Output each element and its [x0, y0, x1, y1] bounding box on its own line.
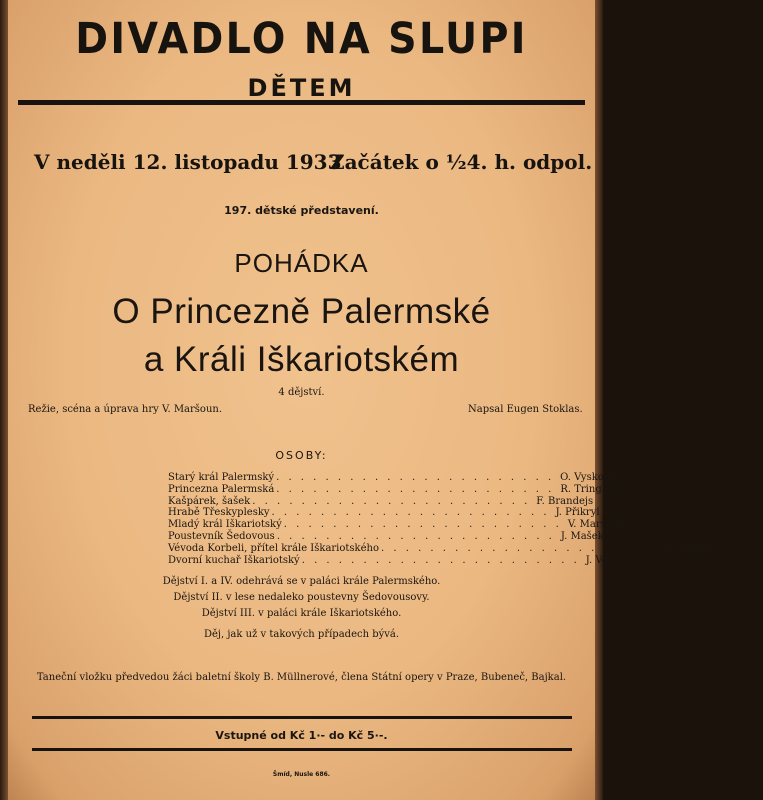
direction-credit: Režie, scéna a úprava hry V. Maršoun.	[28, 404, 223, 415]
cast-heading: OSOBY:	[275, 449, 328, 462]
leader-dots: . . . . . . . . . . . . . . . . . . . . . . .	[283, 519, 562, 531]
cast-role: Dvorní kuchař Iškariotský	[168, 554, 300, 566]
price-rule-top	[32, 716, 572, 719]
leader-dots: . . . . . . . . . . . . . . . . . . . . . . .	[381, 542, 660, 554]
cast-row	[168, 530, 604, 543]
performance-date: V neděli 12. listopadu 1933	[34, 150, 342, 174]
audience-subtitle: DĚTEM	[247, 74, 356, 102]
cast-row	[168, 554, 621, 567]
cast-actor: J. Přikryl	[555, 507, 600, 519]
cast-actor: V. Maršoun	[567, 519, 625, 531]
scene-note-3: Dějství III. v paláci krále Iškariotského.	[201, 608, 402, 619]
dance-note: Taneční vložku předvedou žáci baletní školy B. Müllnerové, člena Státní opery v Praze, Bubeneč, Bajkal.	[36, 672, 567, 683]
leader-dots: . . . . . . . . . . . . . . . . . . . . . . .	[276, 472, 555, 483]
cast-role: Princezna Palermská	[168, 483, 275, 495]
leader-dots: . . . . . . . . . . . . . . . . . . . . . . .	[252, 495, 531, 507]
cast-row	[168, 472, 616, 484]
performance-start-time: Začátek o ½4. h. odpol.	[330, 150, 593, 174]
cast-role: Vévoda Korbeli, přítel krále Iškariotského	[168, 542, 379, 554]
cast-actor: J. Mašek	[560, 530, 604, 542]
cast-actor: O. Vyskočil	[560, 472, 616, 483]
scene-note-2: Dějství II. v lese nedaleko poustevny Šedovousovy.	[173, 592, 430, 603]
cast-actor: F. Brandejs	[536, 495, 594, 507]
cast-role: Mladý král Iškariotský	[168, 519, 282, 531]
cast-role: Hrabě Třeskyplesky	[168, 507, 270, 519]
play-title-line-1: O Princezně Palermské	[112, 292, 491, 331]
cast-row	[168, 542, 710, 555]
theatre-title: DIVADLO NA SLUPI	[75, 14, 528, 64]
leader-dots: . . . . . . . . . . . . . . . . . . . . . . .	[301, 554, 580, 566]
leader-dots: . . . . . . . . . . . . . . . . . . . . . . .	[271, 507, 550, 519]
cast-row	[168, 495, 594, 508]
play-title-line-2: a Králi Iškariotském	[143, 340, 460, 379]
cast-row	[168, 507, 600, 519]
price-rule-bottom	[32, 748, 572, 751]
cast-actor: A. Suska	[665, 542, 710, 554]
cast-role: Kašpárek, šašek	[168, 495, 251, 507]
scene-note-4: Děj, jak už v takových případech bývá.	[203, 629, 400, 640]
leader-dots: . . . . . . . . . . . . . . . . . . . . . . .	[276, 530, 555, 542]
admission-prices: Vstupné od Kč 1·- do Kč 5·-.	[215, 729, 388, 742]
leader-dots: . . . . . . . . . . . . . . . . . . . . . . .	[276, 483, 555, 495]
cast-row	[168, 519, 625, 531]
cast-role: Starý král Palermský	[168, 472, 275, 483]
play-genre: POHÁDKA	[234, 248, 369, 278]
performance-number: 197. dětské představení.	[224, 204, 379, 217]
scene-note-1: Dějství I. a IV. odehrává se v paláci krále Palermského.	[162, 576, 441, 587]
cast-actor: R. Tringlerová	[560, 483, 634, 495]
cast-actor: J. Vojta	[585, 554, 621, 566]
cast-role: Poustevník Šedovous	[168, 530, 275, 542]
printer-imprint: Šmíd, Nusle 686.	[272, 771, 331, 778]
author-credit: Napsal Eugen Stoklas.	[468, 404, 583, 415]
cast-row	[168, 483, 634, 496]
acts-count: 4 dějství.	[278, 387, 325, 398]
cast-list	[168, 472, 710, 566]
